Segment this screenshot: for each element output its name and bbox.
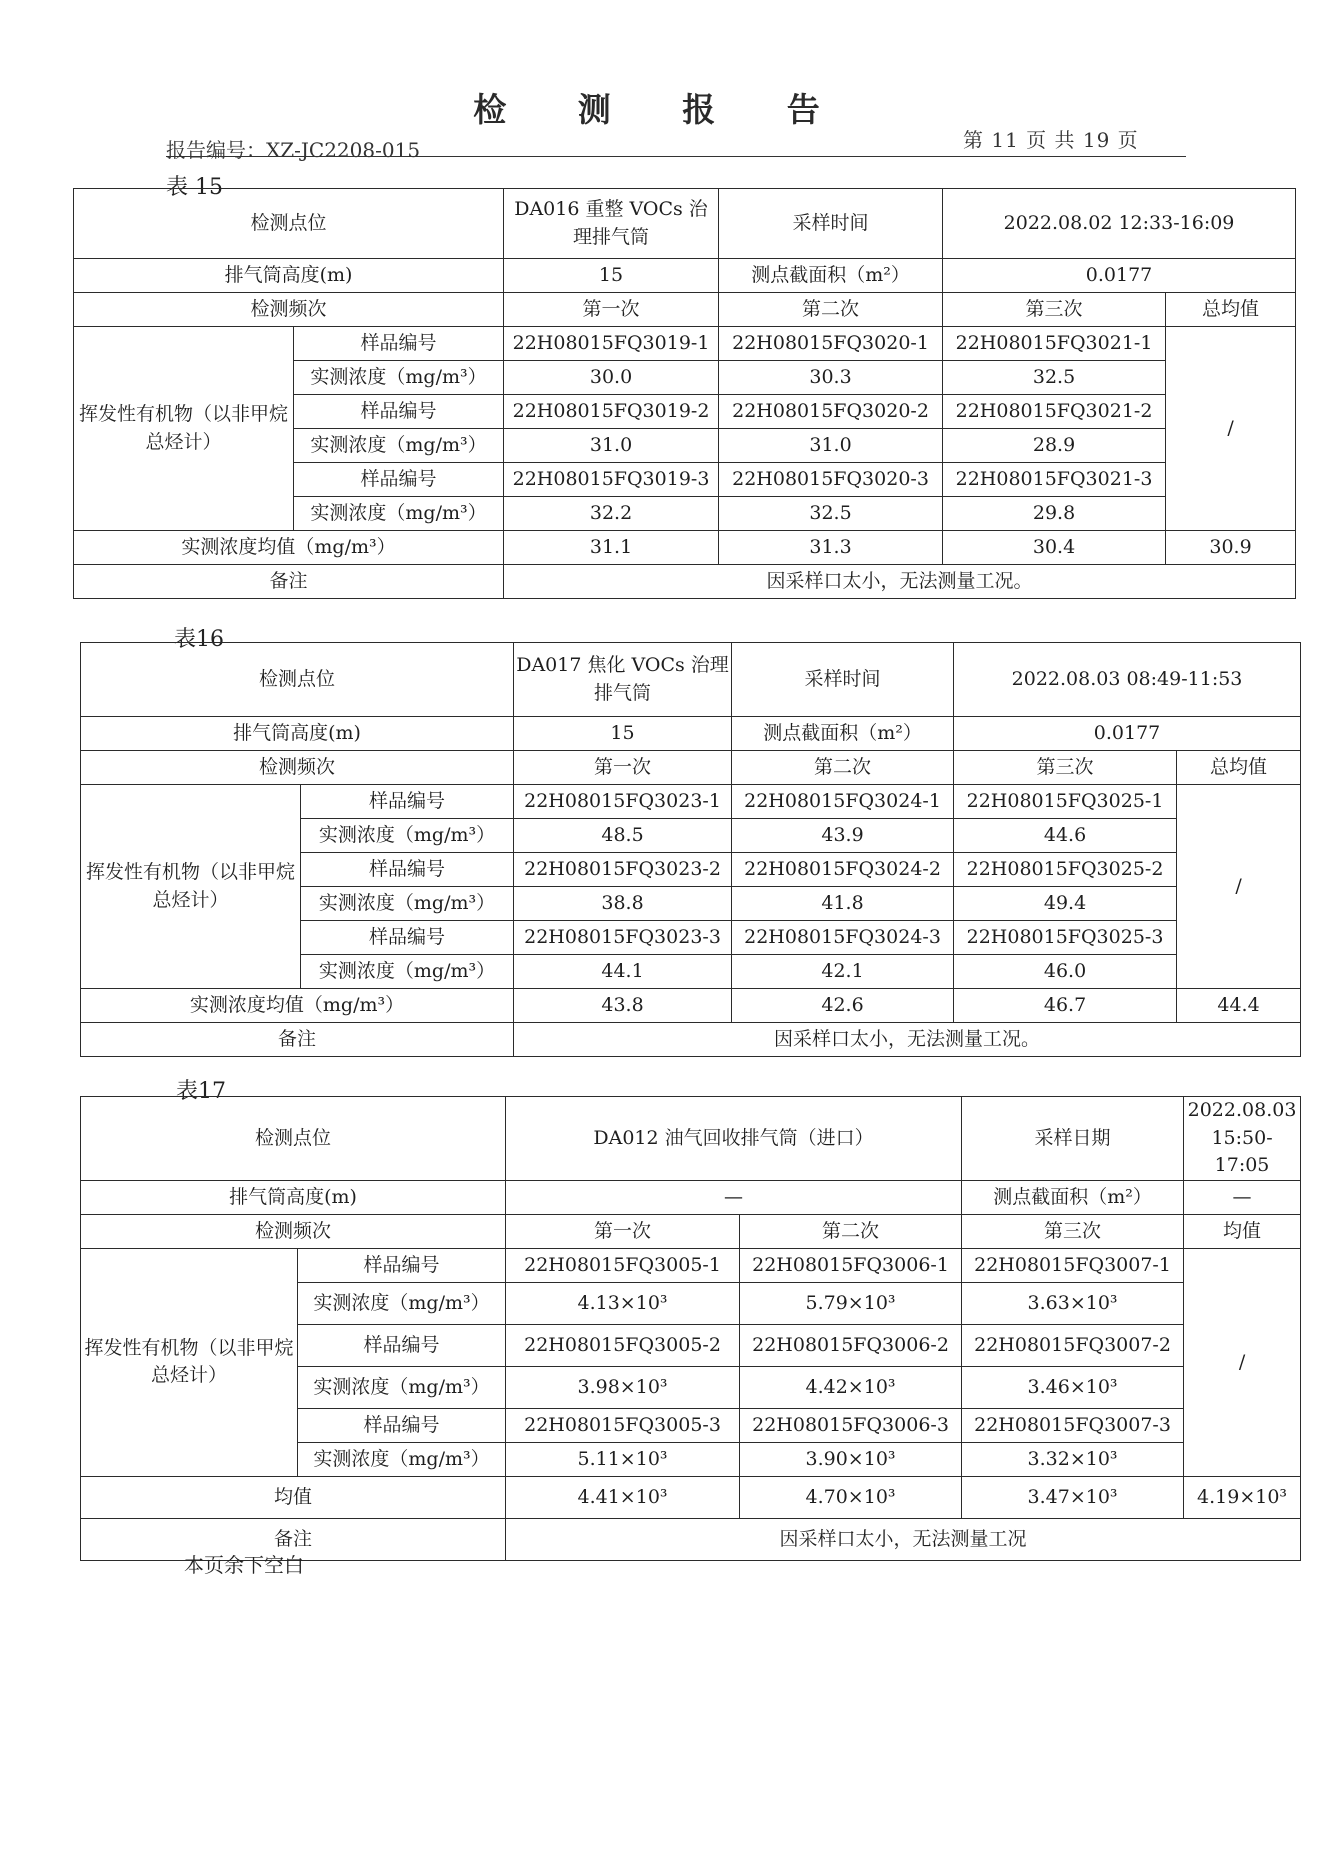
conc-value: 41.8	[732, 887, 954, 921]
conc-value: 5.79×10³	[740, 1282, 962, 1324]
table-row	[74, 259, 1296, 293]
sample-label: 样品编号	[301, 921, 514, 955]
sample-id: 22H08015FQ3021-2	[943, 395, 1166, 429]
mean-value: 31.3	[719, 531, 943, 565]
report-number: 报告编号：XZ-JC2208-015	[166, 138, 421, 162]
conc-label: 实测浓度（mg/m³）	[294, 497, 504, 531]
sample-id: 22H08015FQ3023-3	[514, 921, 732, 955]
table-row	[81, 1476, 1301, 1518]
sample-id: 22H08015FQ3023-1	[514, 785, 732, 819]
conc-label: 实测浓度（mg/m³）	[301, 819, 514, 853]
table-row	[81, 1214, 1301, 1248]
sample-id: 22H08015FQ3019-1	[504, 327, 719, 361]
conc-label: 实测浓度（mg/m³）	[301, 887, 514, 921]
conc-value: 3.63×10³	[962, 1282, 1184, 1324]
total-avg-header: 总均值	[1177, 751, 1301, 785]
total-mean-value: 4.19×10³	[1184, 1476, 1301, 1518]
total-mean-value: 44.4	[1177, 989, 1301, 1023]
conc-label: 实测浓度（mg/m³）	[301, 955, 514, 989]
sample-id: 22H08015FQ3021-1	[943, 327, 1166, 361]
sample-id: 22H08015FQ3021-3	[943, 463, 1166, 497]
conc-value: 3.32×10³	[962, 1442, 1184, 1476]
page-info: 第 11 页 共 19 页	[963, 128, 1139, 152]
conc-value: 3.46×10³	[962, 1366, 1184, 1408]
point-value: DA017 焦化 VOCs 治理排气筒	[514, 643, 732, 717]
total-avg-header: 总均值	[1166, 293, 1296, 327]
conc-value: 28.9	[943, 429, 1166, 463]
table-16	[80, 642, 1301, 1057]
time-value: 2022.08.03 08:49-11:53	[954, 643, 1301, 717]
sample-id: 22H08015FQ3025-2	[954, 853, 1177, 887]
table-row	[81, 643, 1301, 717]
height-label: 排气筒高度(m)	[74, 259, 504, 293]
mean-value: 31.1	[504, 531, 719, 565]
blank-page-note: 本页余下空白	[184, 1553, 304, 1577]
sample-label: 样品编号	[298, 1324, 506, 1366]
area-label: 测点截面积（m²）	[732, 717, 954, 751]
remark-value: 因采样口太小，无法测量工况。	[514, 1023, 1301, 1057]
time-value: 2022.08.02 12:33-16:09	[943, 189, 1296, 259]
point-value: DA016 重整 VOCs 治理排气筒	[504, 189, 719, 259]
sample-label: 样品编号	[294, 327, 504, 361]
conc-value: 30.3	[719, 361, 943, 395]
table-row	[74, 327, 1296, 361]
table-row	[81, 1180, 1301, 1214]
conc-value: 43.9	[732, 819, 954, 853]
voc-label: 挥发性有机物（以非甲烷总烃计）	[81, 1248, 298, 1476]
point-label: 检测点位	[81, 1097, 506, 1181]
sample-id: 22H08015FQ3024-2	[732, 853, 954, 887]
table-row	[74, 293, 1296, 327]
run3-header: 第三次	[962, 1214, 1184, 1248]
run3-header: 第三次	[954, 751, 1177, 785]
table-row	[74, 531, 1296, 565]
conc-value: 5.11×10³	[506, 1442, 740, 1476]
area-label: 测点截面积（m²）	[962, 1180, 1184, 1214]
table-17-label: 表17	[176, 1079, 226, 1104]
table-row	[81, 785, 1301, 819]
conc-value: 46.0	[954, 955, 1177, 989]
remark-value: 因采样口太小，无法测量工况。	[504, 565, 1296, 599]
point-value: DA012 油气回收排气筒（进口）	[506, 1097, 962, 1181]
sample-id: 22H08015FQ3019-2	[504, 395, 719, 429]
sample-id: 22H08015FQ3007-3	[962, 1408, 1184, 1442]
conc-value: 30.0	[504, 361, 719, 395]
table-row	[81, 751, 1301, 785]
sample-id: 22H08015FQ3019-3	[504, 463, 719, 497]
point-label: 检测点位	[74, 189, 504, 259]
conc-value: 32.5	[719, 497, 943, 531]
freq-label: 检测频次	[81, 751, 514, 785]
sample-label: 样品编号	[294, 395, 504, 429]
total-mean-value: 30.9	[1166, 531, 1296, 565]
table-row	[74, 565, 1296, 599]
avg-header: 均值	[1184, 1214, 1301, 1248]
table-row	[81, 1097, 1301, 1181]
sample-id: 22H08015FQ3025-3	[954, 921, 1177, 955]
conc-value: 3.98×10³	[506, 1366, 740, 1408]
table-row	[81, 1248, 1301, 1282]
time-label: 采样时间	[719, 189, 943, 259]
run1-header: 第一次	[506, 1214, 740, 1248]
conc-value: 3.90×10³	[740, 1442, 962, 1476]
remark-value: 因采样口太小，无法测量工况	[506, 1518, 1301, 1560]
freq-label: 检测频次	[81, 1214, 506, 1248]
conc-label: 实测浓度（mg/m³）	[298, 1366, 506, 1408]
conc-label: 实测浓度（mg/m³）	[298, 1282, 506, 1324]
voc-label: 挥发性有机物（以非甲烷总烃计）	[81, 785, 301, 989]
height-value: 15	[504, 259, 719, 293]
conc-value: 32.5	[943, 361, 1166, 395]
conc-value: 4.42×10³	[740, 1366, 962, 1408]
mean-label: 实测浓度均值（mg/m³）	[81, 989, 514, 1023]
sample-id: 22H08015FQ3020-3	[719, 463, 943, 497]
conc-value: 44.1	[514, 955, 732, 989]
date-value: 2022.08.03 15:50-17:05	[1184, 1097, 1301, 1181]
sample-id: 22H08015FQ3025-1	[954, 785, 1177, 819]
sample-id: 22H08015FQ3005-1	[506, 1248, 740, 1282]
conc-label: 实测浓度（mg/m³）	[294, 361, 504, 395]
sample-label: 样品编号	[298, 1408, 506, 1442]
conc-value: 49.4	[954, 887, 1177, 921]
voc-label: 挥发性有机物（以非甲烷总烃计）	[74, 327, 294, 531]
area-value: —	[1184, 1180, 1301, 1214]
sample-label: 样品编号	[294, 463, 504, 497]
remark-label: 备注	[81, 1023, 514, 1057]
header-divider	[166, 156, 1186, 157]
conc-value: 29.8	[943, 497, 1166, 531]
conc-value: 31.0	[504, 429, 719, 463]
sample-id: 22H08015FQ3023-2	[514, 853, 732, 887]
table-16-label: 表16	[174, 627, 224, 652]
remark-label: 备注	[81, 1518, 506, 1560]
run1-header: 第一次	[504, 293, 719, 327]
mean-label: 实测浓度均值（mg/m³）	[74, 531, 504, 565]
mean-value: 4.41×10³	[506, 1476, 740, 1518]
sample-label: 样品编号	[298, 1248, 506, 1282]
sample-label: 样品编号	[301, 853, 514, 887]
sample-id: 22H08015FQ3020-2	[719, 395, 943, 429]
mean-value: 30.4	[943, 531, 1166, 565]
mean-value: 43.8	[514, 989, 732, 1023]
point-label: 检测点位	[81, 643, 514, 717]
time-label: 采样时间	[732, 643, 954, 717]
conc-value: 31.0	[719, 429, 943, 463]
sample-label: 样品编号	[301, 785, 514, 819]
sample-id: 22H08015FQ3006-1	[740, 1248, 962, 1282]
sample-id: 22H08015FQ3024-1	[732, 785, 954, 819]
height-label: 排气筒高度(m)	[81, 717, 514, 751]
run2-header: 第二次	[732, 751, 954, 785]
slash-cell: /	[1166, 327, 1296, 531]
sample-id: 22H08015FQ3006-3	[740, 1408, 962, 1442]
sample-id: 22H08015FQ3020-1	[719, 327, 943, 361]
table-15-label: 表 15	[166, 175, 223, 200]
sample-id: 22H08015FQ3005-2	[506, 1324, 740, 1366]
conc-value: 44.6	[954, 819, 1177, 853]
slash-cell: /	[1177, 785, 1301, 989]
run1-header: 第一次	[514, 751, 732, 785]
sample-id: 22H08015FQ3006-2	[740, 1324, 962, 1366]
conc-value: 4.13×10³	[506, 1282, 740, 1324]
table-row	[81, 989, 1301, 1023]
run2-header: 第二次	[740, 1214, 962, 1248]
conc-label: 实测浓度（mg/m³）	[294, 429, 504, 463]
table-17	[80, 1096, 1301, 1561]
freq-label: 检测频次	[74, 293, 504, 327]
table-15	[73, 188, 1296, 599]
conc-value: 48.5	[514, 819, 732, 853]
table-row	[81, 717, 1301, 751]
height-label: 排气筒高度(m)	[81, 1180, 506, 1214]
sample-id: 22H08015FQ3005-3	[506, 1408, 740, 1442]
conc-label: 实测浓度（mg/m³）	[298, 1442, 506, 1476]
height-value: 15	[514, 717, 732, 751]
conc-value: 38.8	[514, 887, 732, 921]
conc-value: 42.1	[732, 955, 954, 989]
mean-value: 4.70×10³	[740, 1476, 962, 1518]
height-value: —	[506, 1180, 962, 1214]
mean-value: 3.47×10³	[962, 1476, 1184, 1518]
date-label: 采样日期	[962, 1097, 1184, 1181]
slash-cell: /	[1184, 1248, 1301, 1476]
sample-id: 22H08015FQ3007-1	[962, 1248, 1184, 1282]
sample-id: 22H08015FQ3007-2	[962, 1324, 1184, 1366]
remark-label: 备注	[74, 565, 504, 599]
area-value: 0.0177	[954, 717, 1301, 751]
sample-id: 22H08015FQ3024-3	[732, 921, 954, 955]
area-label: 测点截面积（m²）	[719, 259, 943, 293]
report-title: 检 测 报 告	[473, 90, 850, 129]
mean-value: 42.6	[732, 989, 954, 1023]
mean-value: 46.7	[954, 989, 1177, 1023]
run2-header: 第二次	[719, 293, 943, 327]
mean-label: 均值	[81, 1476, 506, 1518]
table-row	[74, 189, 1296, 259]
conc-value: 32.2	[504, 497, 719, 531]
area-value: 0.0177	[943, 259, 1296, 293]
run3-header: 第三次	[943, 293, 1166, 327]
table-row	[81, 1023, 1301, 1057]
